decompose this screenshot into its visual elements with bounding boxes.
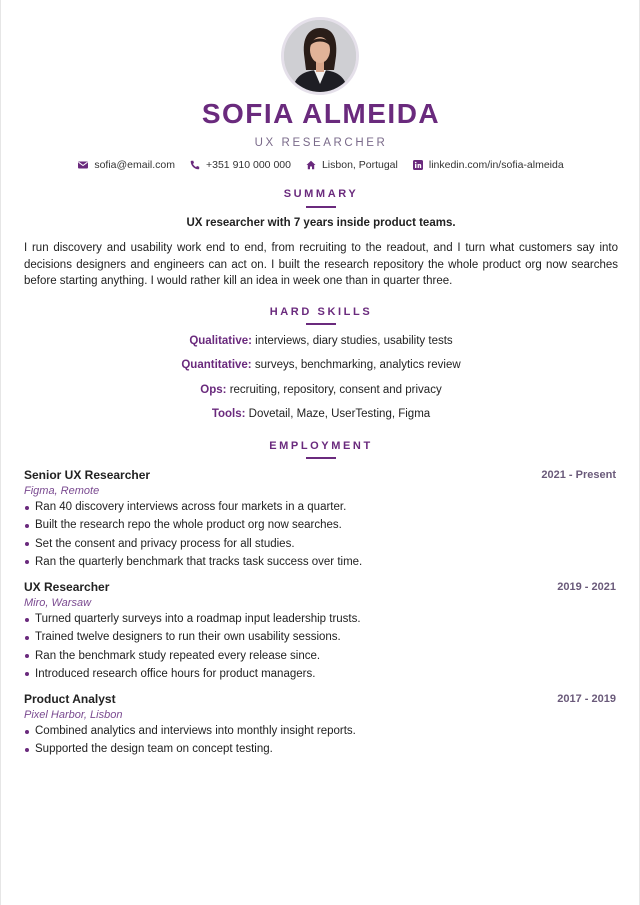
list-item: Built the research repo the whole product org now searches. xyxy=(24,516,362,534)
skills-rule xyxy=(306,323,336,325)
contact-linkedin[interactable] xyxy=(413,159,564,171)
skill-value: surveys, benchmarking, analytics review xyxy=(254,359,461,371)
contact-location xyxy=(306,159,398,171)
contact-phone-text: +351 910 000 000 xyxy=(206,159,291,171)
employment-rule xyxy=(306,457,336,459)
skill-value: interviews, diary studies, usability tests xyxy=(255,335,453,347)
skill-label: Ops: xyxy=(200,384,227,396)
list-item: Introduced research office hours for product managers. xyxy=(24,665,361,683)
list-item: Ran the quarterly benchmark that tracks task success over time. xyxy=(24,553,362,571)
mail-icon xyxy=(78,160,88,170)
list-item: Turned quarterly surveys into a roadmap input leadership trusts. xyxy=(24,610,361,628)
list-item: Ran the benchmark study repeated every release since. xyxy=(24,647,361,665)
skill-line xyxy=(1,335,640,347)
candidate-name: SOFIA ALMEIDA xyxy=(201,98,441,129)
linkedin-icon xyxy=(413,160,423,170)
list-item: Set the consent and privacy process for all studies. xyxy=(24,535,362,553)
job-title: Product Analyst xyxy=(24,692,116,706)
skill-label: Qualitative: xyxy=(189,335,252,347)
list-item: Ran 40 discovery interviews across four markets in a quarter. xyxy=(24,498,362,516)
job-bullets xyxy=(24,498,362,571)
phone-icon xyxy=(190,160,200,170)
employment-heading: EMPLOYMENT xyxy=(269,440,373,452)
summary-body: I run discovery and usability work end to end, from recruiting to the readout, and I turn what customers say into decisions designers and engineers can act on. I built the research repository the whole product org now searches before starting anything. I would rather kill an idea in week one than in quarter three. xyxy=(24,242,618,287)
contact-bar xyxy=(1,159,640,171)
list-item: Trained twelve designers to run their own usability sessions. xyxy=(24,628,361,646)
skill-label: Tools: xyxy=(211,408,246,420)
contact-linkedin-text: linkedin.com/in/sofia-almeida xyxy=(428,159,564,171)
contact-email[interactable] xyxy=(78,159,175,171)
summary-rule xyxy=(306,206,336,208)
job-dates: 2021 - Present xyxy=(541,469,616,481)
contact-phone[interactable] xyxy=(190,159,291,171)
profile-photo xyxy=(281,17,359,95)
job-bullets xyxy=(24,722,356,759)
summary-headline: UX researcher with 7 years inside product teams. xyxy=(186,217,456,229)
skill-label: Quantitative: xyxy=(181,359,252,371)
skill-value: recruiting, repository, consent and privacy xyxy=(229,384,442,396)
skill-line xyxy=(1,384,640,396)
skill-line xyxy=(1,359,640,371)
contact-location-text: Lisbon, Portugal xyxy=(321,159,398,171)
job-bullets xyxy=(24,610,361,683)
summary-heading: SUMMARY xyxy=(283,188,359,200)
job-dates: 2017 - 2019 xyxy=(557,693,616,705)
job-org: Figma, Remote xyxy=(24,485,100,497)
skills-heading: HARD SKILLS xyxy=(269,306,373,318)
contact-email-text: sofia@email.com xyxy=(94,159,175,171)
job-title: UX Researcher xyxy=(24,580,110,594)
job-org: Pixel Harbor, Lisbon xyxy=(24,709,123,721)
job-title: Senior UX Researcher xyxy=(24,468,151,482)
job-org: Miro, Warsaw xyxy=(24,597,92,609)
job-dates: 2019 - 2021 xyxy=(557,581,616,593)
list-item: Supported the design team on concept testing. xyxy=(24,740,356,758)
skill-value: Dovetail, Maze, UserTesting, Figma xyxy=(248,408,431,420)
job-title-header: UX RESEARCHER xyxy=(254,137,388,149)
list-item: Combined analytics and interviews into monthly insight reports. xyxy=(24,722,356,740)
skill-line xyxy=(1,408,640,420)
home-icon xyxy=(306,160,316,170)
